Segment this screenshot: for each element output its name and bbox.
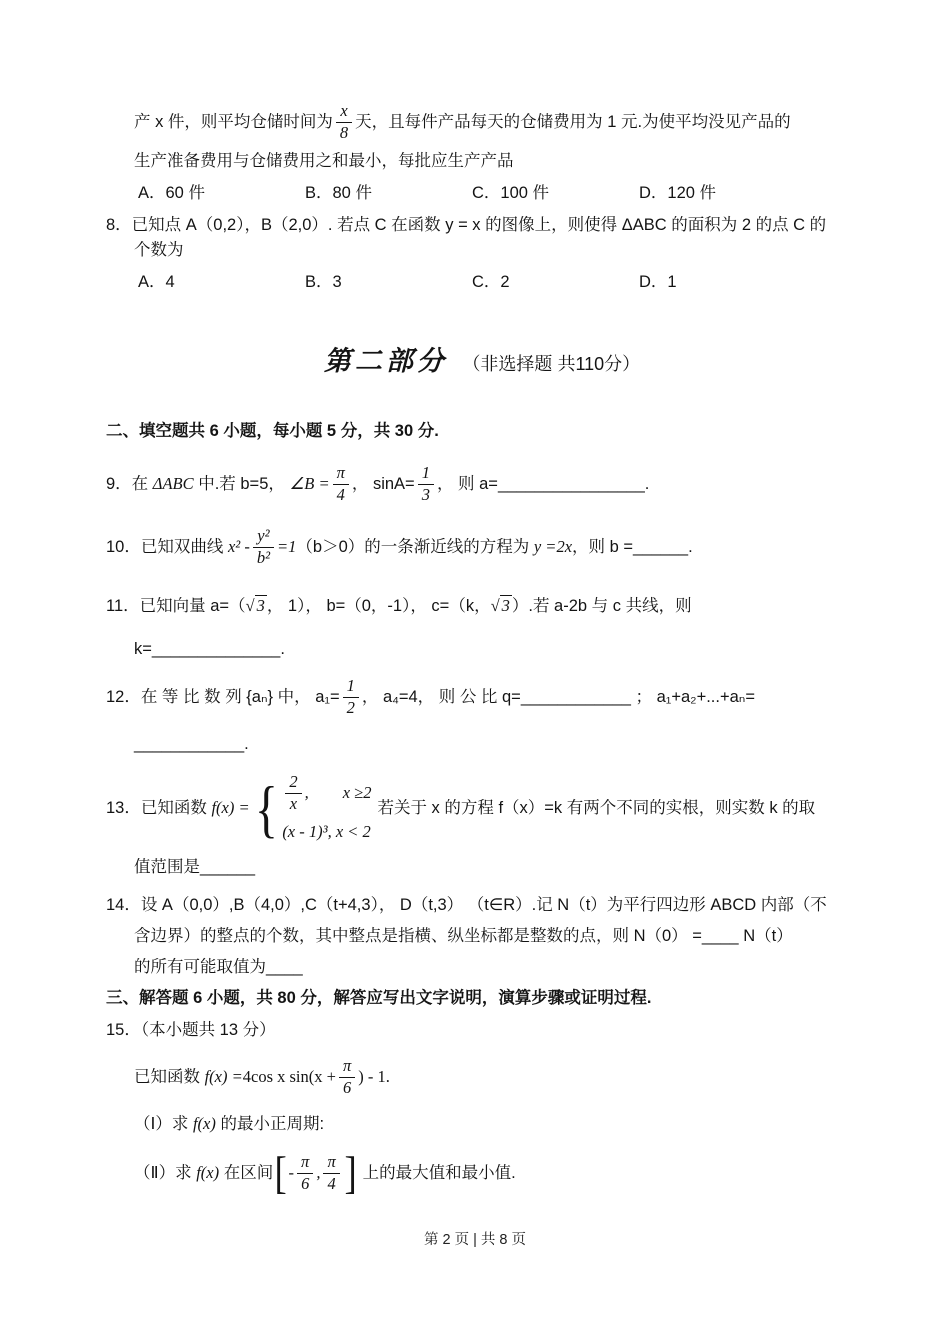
q11-radicand1: 3 bbox=[256, 595, 265, 615]
q8-option-b: B．3 bbox=[305, 272, 342, 291]
q13-frac-numerator: 2 bbox=[285, 773, 301, 794]
q14-line2 bbox=[134, 924, 858, 949]
q9-text-mid3: ， 则 a= bbox=[436, 475, 498, 494]
q15-part2-fx: f(x) bbox=[196, 1162, 220, 1182]
q7-frac-denominator: 8 bbox=[339, 122, 349, 142]
q14-line2-text: 含边界）的整点的个数，其中整点是指横、纵坐标都是整数的点，则 N（0） = bbox=[134, 927, 702, 946]
q7-option-a: A．60 件 bbox=[138, 183, 205, 202]
q12-end: . bbox=[244, 735, 249, 754]
q7-line2: 生产准备费用与仓储费用之和最小，每批应生产产品 bbox=[134, 151, 514, 170]
q15-frac2-denominator: 6 bbox=[301, 1173, 310, 1193]
q8-options bbox=[138, 270, 858, 295]
q7-option-d: D．120 件 bbox=[639, 183, 717, 202]
q9-fraction-pi-over-4 bbox=[333, 464, 349, 505]
q15-part2-text-end: 上的最大值和最小值. bbox=[358, 1163, 516, 1182]
q10-asymptote-eq: y =2x bbox=[533, 536, 573, 556]
q15-frac3-denominator: 4 bbox=[327, 1173, 336, 1193]
part2-subtitle: （非选择题 共110分） bbox=[462, 353, 641, 374]
q11-radicand2: 3 bbox=[501, 595, 510, 615]
q11-line2 bbox=[134, 637, 858, 662]
section2-header: 二、填空题共 6 小题，每小题 5 分，共 30 分. bbox=[106, 422, 439, 441]
q13-case1 bbox=[282, 773, 371, 814]
q13-text-pre: 13．已知函数 bbox=[106, 799, 212, 818]
q10-math-x2: x² - bbox=[227, 536, 250, 556]
q13-fraction-2-over-x bbox=[285, 773, 301, 814]
q14-line1: 14．设 A（0,0）,B（4,0）,C（t+4,3）， D（t,3） （t∈R）.记 N（t）为平行四边形 ABCD 内部（不 bbox=[106, 896, 827, 915]
q15-minus-sign: - bbox=[288, 1162, 295, 1182]
q7-text-post: 天，且每件产品每天的仓储费用为 1 元.为使平均没见产品的 bbox=[355, 113, 791, 132]
q11-text-mid2: ）.若 a-2b 与 c 共线，则 bbox=[511, 596, 692, 615]
q13-brace-icon: { bbox=[254, 773, 278, 845]
q13-line2-text: 值范围是 bbox=[134, 857, 200, 876]
q9-fraction-1-over-3 bbox=[418, 464, 434, 505]
q9-frac2-denominator: 3 bbox=[421, 484, 430, 504]
q7-options bbox=[138, 181, 858, 206]
q10-text-pre: 10．已知双曲线 bbox=[106, 537, 228, 556]
q7-frac-numerator: x bbox=[336, 102, 351, 123]
q15-part1-text: 的最小正周期: bbox=[215, 1115, 325, 1134]
q8-line1: 8．已知点 A（0,2），B（2,0）. 若点 C 在函数 y = x 的图像上，则使得 ΔABC 的面积为 2 的点 C 的 bbox=[106, 216, 827, 235]
q15-part2-line bbox=[134, 1146, 858, 1198]
q15-part2-label: （Ⅱ）求 bbox=[134, 1163, 197, 1182]
q15-frac2-numerator: π bbox=[297, 1153, 313, 1174]
q15-part1-label: （Ⅰ）求 bbox=[134, 1115, 193, 1134]
part2-title: 第二部分 bbox=[323, 345, 448, 376]
q10-text-end: . bbox=[688, 537, 693, 556]
q10-line bbox=[106, 527, 858, 568]
q14-line3-text: 的所有可能取值为 bbox=[134, 957, 266, 976]
q11-k-label: k= bbox=[134, 639, 152, 658]
q10-fraction-y2-over-b2 bbox=[253, 527, 274, 568]
q11-radical2-icon: √ bbox=[490, 595, 500, 615]
q14-line3 bbox=[134, 955, 858, 980]
q13-case2 bbox=[282, 820, 371, 845]
q13-piecewise-cases bbox=[282, 773, 371, 845]
q7-line1 bbox=[134, 102, 858, 143]
q11-sqrt3-first bbox=[246, 594, 267, 619]
q13-case2-expr: (x - 1)³, x < 2 bbox=[282, 821, 371, 841]
q13-fx-label: f(x) = bbox=[211, 798, 250, 818]
q9-text-pre: 9．在 bbox=[106, 475, 153, 494]
q15-frac1-numerator: π bbox=[339, 1057, 355, 1078]
section3-header: 三、解答题 6 小题，共 80 分，解答应写出文字说明，演算步骤或证明过程. bbox=[106, 988, 652, 1007]
q9-triangle-abc: ΔABC bbox=[152, 474, 194, 494]
q15-expr-pre: 4cos x sin(x + bbox=[242, 1067, 336, 1087]
q11-sqrt3-second bbox=[491, 594, 512, 619]
q13-line1 bbox=[106, 773, 858, 845]
q15-part1-line bbox=[134, 1112, 858, 1137]
q8-option-a: A．4 bbox=[138, 272, 175, 291]
q12-text-mid1: ， a₄=4， 则 公 比 q= bbox=[361, 688, 521, 707]
q11-blank: ______________ bbox=[151, 639, 281, 658]
q15-fraction-pi-over-6 bbox=[339, 1057, 355, 1098]
q7-option-c: C．100 件 bbox=[472, 183, 550, 202]
q8-option-c: C．2 bbox=[472, 272, 510, 291]
q15-part1-fx: f(x) bbox=[192, 1114, 216, 1134]
q11-line1 bbox=[106, 594, 858, 619]
part2-header bbox=[106, 341, 858, 382]
q10-frac-numerator: y² bbox=[253, 527, 273, 548]
q8-line2: 个数为 bbox=[134, 241, 184, 260]
q15-part2-text: 在区间 bbox=[219, 1163, 274, 1182]
q15-frac1-denominator: 6 bbox=[342, 1078, 352, 1098]
q10-frac-denominator: b² bbox=[256, 547, 271, 567]
q10-blank: ______ bbox=[633, 537, 689, 556]
q7-text-pre: 产 x 件，则平均仓储时间为 bbox=[134, 113, 333, 132]
q13-text-post: 若关于 x 的方程 f（x）=k 有两个不同的实根，则实数 k 的取 bbox=[377, 799, 816, 818]
q12-blank1: ____________ bbox=[520, 688, 631, 707]
q10-math-eq1: =1 bbox=[277, 536, 297, 556]
q14-blank2: ____ bbox=[266, 957, 303, 976]
q9-frac1-denominator: 4 bbox=[336, 484, 345, 504]
q9-frac1-numerator: π bbox=[333, 464, 349, 485]
q7-option-b: B．80 件 bbox=[305, 183, 372, 202]
q15-fx-label: f(x) = bbox=[204, 1067, 243, 1087]
q12-fraction-1-over-2 bbox=[343, 677, 359, 718]
q12-line1 bbox=[106, 677, 858, 718]
q15-function-line bbox=[134, 1057, 858, 1098]
q12-frac-denominator: 2 bbox=[346, 698, 355, 718]
q12-frac-numerator: 1 bbox=[343, 677, 359, 698]
q10-text-mid2: ，则 b = bbox=[572, 537, 633, 556]
q13-case1-comma: , bbox=[304, 783, 309, 803]
q15-left-bracket-icon: [ bbox=[274, 1146, 288, 1198]
q10-text-mid1: （b＞0）的一条渐近线的方程为 bbox=[296, 537, 534, 556]
q12-line2 bbox=[134, 732, 858, 757]
q9-frac2-numerator: 1 bbox=[418, 464, 434, 485]
page-footer: 第 2 页 | 共 8 页 bbox=[423, 1232, 527, 1248]
q13-frac-denominator: x bbox=[289, 793, 298, 813]
q13-case1-condition: x ≥2 bbox=[342, 783, 372, 803]
q8-option-d: D．1 bbox=[639, 272, 677, 291]
q15-expr-post: ) - 1. bbox=[358, 1067, 390, 1087]
q15-frac3-numerator: π bbox=[323, 1153, 339, 1174]
q15-fraction-pi-over-4 bbox=[323, 1153, 339, 1194]
q13-blank: ______ bbox=[200, 857, 256, 876]
q9-blank: ________________ bbox=[497, 475, 645, 494]
q14-line2-post: N（t） bbox=[738, 927, 793, 946]
q9-angle-b: ∠B = bbox=[289, 474, 330, 494]
q15-fraction-pi-over-6b bbox=[297, 1153, 313, 1194]
q12-text-pre: 12．在 等 比 数 列 {aₙ} 中， a₁= bbox=[106, 688, 340, 707]
q15-intro-text: 已知函数 bbox=[134, 1068, 205, 1087]
q14-blank1: ____ bbox=[701, 927, 739, 946]
q15-right-bracket-icon: ] bbox=[344, 1146, 357, 1198]
q9-text-mid1: 中.若 b=5， bbox=[193, 475, 290, 494]
q9-line bbox=[106, 464, 858, 505]
q11-radical1-icon: √ bbox=[245, 595, 255, 615]
q9-text-mid2: ， sinA= bbox=[351, 475, 415, 494]
q7-fraction-x-over-8 bbox=[336, 102, 352, 143]
q15-head: 15．（本小题共 13 分） bbox=[106, 1021, 276, 1040]
q12-blank2: ____________ bbox=[134, 735, 245, 754]
q13-line2 bbox=[134, 855, 858, 880]
q12-text-mid2: ； a₁+a₂+...+aₙ= bbox=[630, 688, 755, 707]
q9-text-end: . bbox=[644, 475, 650, 494]
q11-text-pre: 11．已知向量 a=（ bbox=[106, 596, 246, 615]
q11-text-mid1: ， 1）， b=（0，-1）， c=（k， bbox=[266, 596, 491, 615]
q15-comma: , bbox=[316, 1162, 321, 1182]
q11-end: . bbox=[280, 639, 285, 658]
